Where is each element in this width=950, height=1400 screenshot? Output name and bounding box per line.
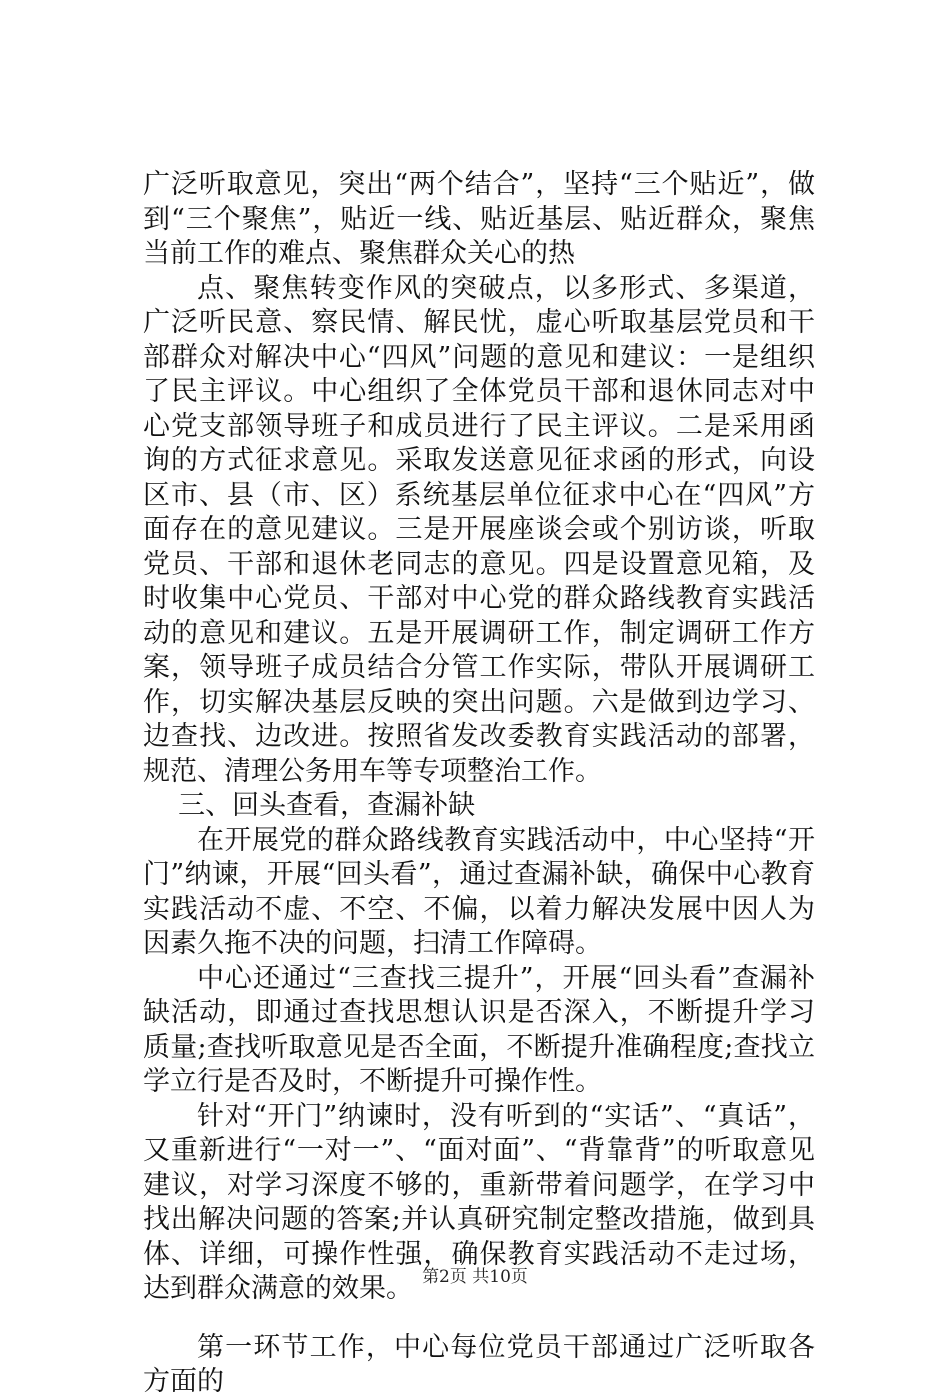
page-footer (0, 1266, 950, 1288)
paragraph-6: 第一环节工作，中心每位党员干部通过广泛听取各方面的 (143, 1331, 815, 1397)
paragraph-spacer (143, 1307, 815, 1331)
paragraph-3: 在开展党的群众路线教育实践活动中，中心坚持“开门”纳谏，开展“回头看”，通过查漏补缺，确保中心教育实践活动不虚、不空、不偏，以着力解决发展中因人为因素久拖不决的问题，扫清工作障碍。 (143, 824, 815, 959)
document-body (143, 168, 815, 1400)
paragraph-4: 中心还通过“三查找三提升”，开展“回头看”查漏补缺活动，即通过查找思想认识是否深入，不断提升学习质量;查找听取意见是否全面，不断提升准确程度;查找立学立行是否及时，不断提升可操作性。 (143, 962, 815, 1097)
page-number-label: 第2页 共10页 (422, 1267, 528, 1287)
paragraph-5: 针对“开门”纳谏时，没有听到的“实话”、“真话”，又重新进行“一对一”、“面对面”、“背靠背”的听取意见建议，对学习深度不够的，重新带着问题学，在学习中找出解决问题的答案;并认真研究制定整改措施，做到具体、详细，可操作性强，确保教育实践活动不走过场，达到群众满意的效果。 (143, 1100, 815, 1304)
paragraph-1: 广泛听取意见，突出“两个结合”，坚持“三个贴近”，做到“三个聚焦”，贴近一线、贴近基层、贴近群众，聚焦当前工作的难点、聚焦群众关心的热 (143, 169, 815, 269)
paragraph-2: 点、聚焦转变作风的突破点，以多形式、多渠道，广泛听民意、察民情、解民忧，虚心听取基层党员和干部群众对解决中心“四风”问题的意见和建议：一是组织了民主评议。中心组织了全体党员干部和退休同志对中心党支部领导班子和成员进行了民主评议。二是采用函询的方式征求意见。采取发送意见征求函的形式，向设区市、县（市、区）系统基层单位征求中心在“四风”方面存在的意见建议。三是开展座谈会或个别访谈，听取党员、干部和退休老同志的意见。四是设置意见箱，及时收集中心党员、干部对中心党的群众路线教育实践活动的意见和建议。五是开展调研工作，制定调研工作方案，领导班子成员结合分管工作实际，带队开展调研工作，切实解决基层反映的突出问题。六是做到边学习、边查找、边改进。按照省发改委教育实践活动的部署，规范、清理公务用车等专项整治工作。 (143, 272, 815, 787)
section-heading: 三、回头查看，查漏补缺 (178, 790, 476, 821)
